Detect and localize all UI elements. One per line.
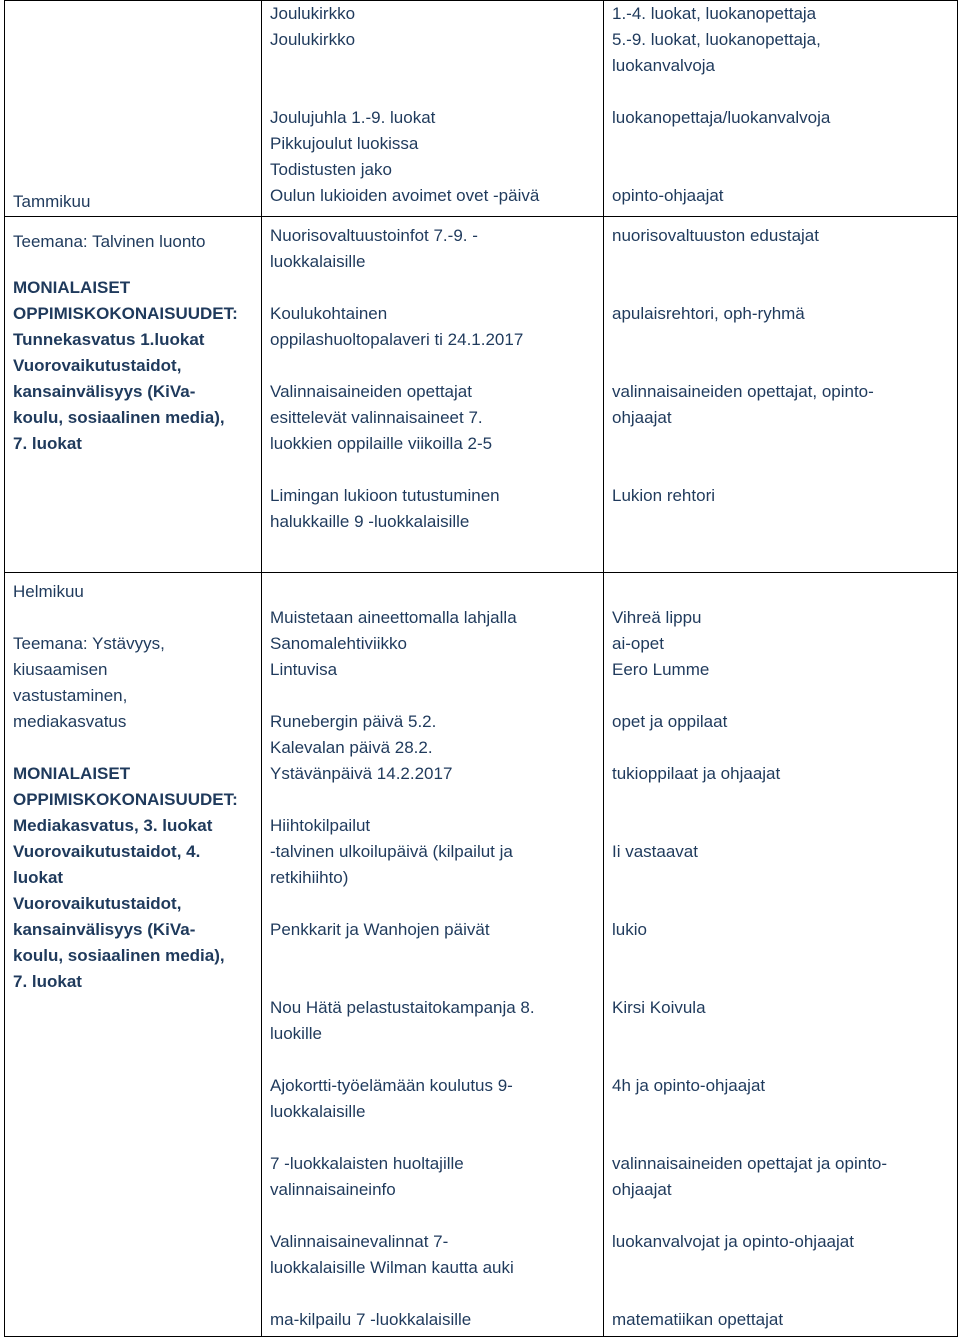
multi-line: Vuorovaikutustaidot, 4. [13, 842, 201, 861]
events-cell [262, 1, 604, 217]
month-cell [5, 1, 262, 217]
responsible-line: 4h ja opinto-ohjaajat [612, 1076, 766, 1095]
responsible-cell [604, 573, 958, 1337]
event-line: Pikkujoulut luokissa [270, 134, 419, 153]
multi-line: koulu, sosiaalinen media), [13, 408, 225, 427]
responsible-line: lukio [612, 920, 647, 939]
event-line: luokkalaisille [270, 1102, 366, 1121]
responsible-line: valinnaisaineiden opettajat, opinto- [612, 382, 874, 401]
month-cell [5, 573, 262, 1337]
responsible-line: 5.-9. luokat, luokanopettaja, [612, 30, 821, 49]
responsible-line: ohjaajat [612, 1180, 672, 1199]
event-line: retkihiihto) [270, 868, 349, 887]
multi-line: kansainvälisyys (KiVa- [13, 382, 196, 401]
responsible-line: Eero Lumme [612, 660, 710, 679]
event-line: Ystävänpäivä 14.2.2017 [270, 764, 453, 783]
event-line: luokkalaisille Wilman kautta auki [270, 1258, 514, 1277]
event-line: Runebergin päivä 5.2. [270, 712, 437, 731]
responsible-line: valinnaisaineiden opettajat ja opinto- [612, 1154, 888, 1173]
theme-text: vastustaminen, [13, 686, 128, 705]
multi-line: Mediakasvatus, 3. luokat [13, 816, 213, 835]
event-line: Penkkarit ja Wanhojen päivät [270, 920, 490, 939]
events-cell [262, 217, 604, 573]
event-line: Koulukohtainen [270, 304, 388, 323]
multi-title: OPPIMISKOKONAISUUDET: [13, 304, 238, 323]
event-line: luokille [270, 1024, 322, 1043]
responsible-cell [604, 1, 958, 217]
event-line: Kalevalan päivä 28.2. [270, 738, 433, 757]
responsible-line: luokanvalvojat ja opinto-ohjaajat [612, 1232, 854, 1251]
event-line: Joulujuhla 1.-9. luokat [270, 108, 436, 127]
responsible-line: 1.-4. luokat, luokanopettaja [612, 4, 817, 23]
multi-line: kansainvälisyys (KiVa- [13, 920, 196, 939]
event-line: halukkaille 9 -luokkalaisille [270, 512, 470, 531]
month-cell [5, 217, 262, 573]
multi-title: OPPIMISKOKONAISUUDET: [13, 790, 238, 809]
event-line: Joulukirkko [270, 30, 356, 49]
event-line: oppilashuoltopalaveri ti 24.1.2017 [270, 330, 524, 349]
event-line: luokkien oppilaille viikoilla 2-5 [270, 434, 493, 453]
responsible-line: apulaisrehtori, oph-ryhmä [612, 304, 805, 323]
responsible-line: tukioppilaat ja ohjaajat [612, 764, 781, 783]
event-line: Hiihtokilpailut [270, 816, 371, 835]
event-line: esittelevät valinnaisaineet 7. [270, 408, 483, 427]
responsible-line: matematiikan opettajat [612, 1310, 784, 1329]
event-line: Nou Hätä pelastustaitokampanja 8. [270, 998, 535, 1017]
event-line: Todistusten jako [270, 160, 392, 179]
event-line: Lintuvisa [270, 660, 338, 679]
multi-line: luokat [13, 868, 64, 887]
multi-line: koulu, sosiaalinen media), [13, 946, 225, 965]
schedule-table [4, 0, 958, 1337]
responsible-line: nuorisovaltuuston edustajat [612, 226, 819, 245]
theme-text: mediakasvatus [13, 712, 127, 731]
responsible-line: luokanopettaja/luokanvalvoja [612, 108, 831, 127]
theme-text: kiusaamisen [13, 660, 108, 679]
event-line: Ajokortti-työelämään koulutus 9- [270, 1076, 513, 1095]
responsible-line: Kirsi Koivula [612, 998, 706, 1017]
responsible-line: Lukion rehtori [612, 486, 716, 505]
event-line: Valinnaisainevalinnat 7- [270, 1232, 449, 1251]
responsible-line: opet ja oppilaat [612, 712, 728, 731]
table-row [5, 1, 958, 217]
responsible-line: Vihreä lippu [612, 608, 702, 627]
event-line: Sanomalehtiviikko [270, 634, 408, 653]
event-line: luokkalaisille [270, 252, 366, 271]
responsible-line: opinto-ohjaajat [612, 186, 724, 205]
responsible-cell [604, 217, 958, 573]
multi-title: MONIALAISET [13, 764, 131, 783]
multi-line: Vuorovaikutustaidot, [13, 356, 182, 375]
table-row [5, 573, 958, 1337]
multi-line: 7. luokat [13, 434, 82, 453]
event-line: Limingan lukioon tutustuminen [270, 486, 500, 505]
event-line: Valinnaisaineiden opettajat [270, 382, 472, 401]
event-line: ma-kilpailu 7 -luokkalaisille [270, 1310, 472, 1329]
responsible-line: luokanvalvoja [612, 56, 716, 75]
month-label: Helmikuu [13, 582, 84, 601]
responsible-line: ai-opet [612, 634, 664, 653]
month-label: Tammikuu [13, 192, 91, 211]
multi-line: 7. luokat [13, 972, 82, 991]
event-line: Joulukirkko [270, 4, 356, 23]
theme-text: Teemana: Talvinen luonto [13, 232, 206, 251]
theme-text: Teemana: Ystävyys, [13, 634, 165, 653]
multi-line: Tunnekasvatus 1.luokat [13, 330, 205, 349]
event-line: Nuorisovaltuustoinfot 7.-9. - [270, 226, 478, 245]
responsible-line: Ii vastaavat [612, 842, 698, 861]
event-line: valinnaisaineinfo [270, 1180, 396, 1199]
event-line: 7 -luokkalaisten huoltajille [270, 1154, 464, 1173]
event-line: Oulun lukioiden avoimet ovet -päivä [270, 186, 540, 205]
event-line: -talvinen ulkoilupäivä (kilpailut ja [270, 842, 513, 861]
table-row [5, 217, 958, 573]
responsible-line: ohjaajat [612, 408, 672, 427]
multi-title: MONIALAISET [13, 278, 131, 297]
event-line: Muistetaan aineettomalla lahjalla [270, 608, 517, 627]
events-cell [262, 573, 604, 1337]
multi-line: Vuorovaikutustaidot, [13, 894, 182, 913]
